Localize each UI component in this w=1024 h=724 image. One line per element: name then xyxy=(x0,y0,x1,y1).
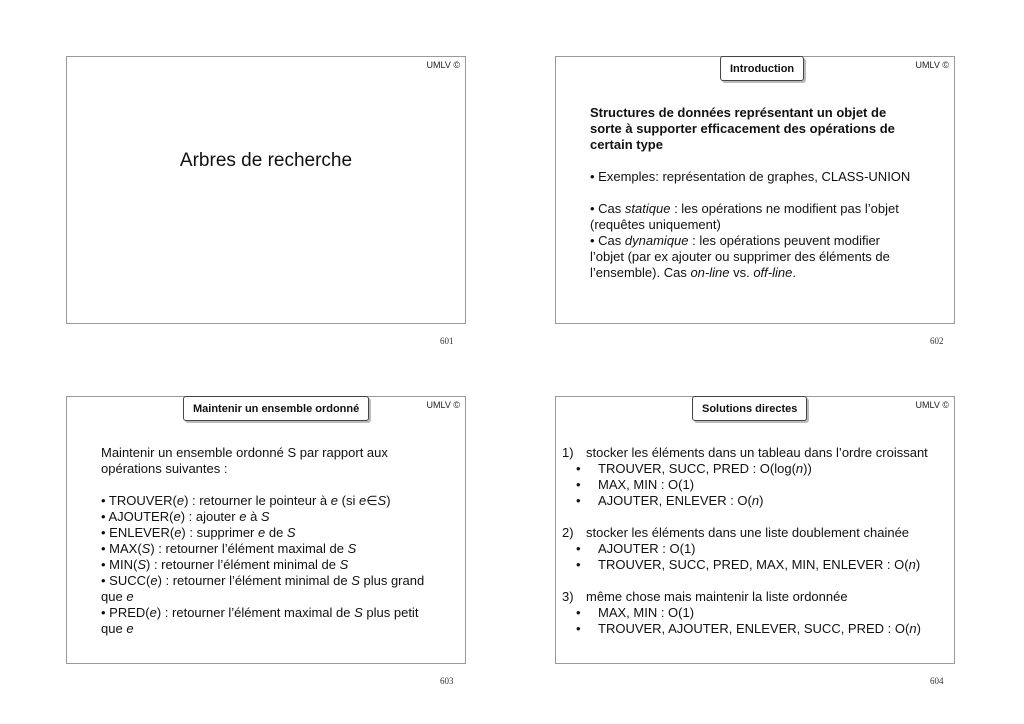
intro-line: Maintenir un ensemble ordonné S par rapport aux xyxy=(101,445,388,460)
page-number: 603 xyxy=(440,676,454,686)
slide-body xyxy=(101,445,424,637)
page-number: 601 xyxy=(440,336,454,346)
solution-1: 1) stocker les éléments dans un tableau dans l’ordre croissant xyxy=(562,445,928,460)
op-min: • MIN(S) : retourner l’élément minimal de S xyxy=(101,557,349,572)
slide-title: Arbres de recherche xyxy=(179,150,353,171)
solution-1-bullet: • TROUVER, SUCC, PRED : O(log(n)) xyxy=(576,461,812,476)
dynamic-line: • Cas dynamique : les opérations peuvent modifier xyxy=(590,233,881,248)
solution-3-bullet: • MAX, MIN : O(1) xyxy=(576,605,695,620)
umlv-copyright: UMLV © xyxy=(426,60,460,70)
umlv-copyright: UMLV © xyxy=(426,400,460,410)
umlv-copyright: UMLV © xyxy=(915,400,949,410)
op-succ-2: que e xyxy=(101,589,134,604)
page-number: 604 xyxy=(930,676,944,686)
dynamic-line-2: l’objet (par ex ajouter ou supprimer des éléments de xyxy=(590,249,890,264)
heading-line: Structures de données représentant un objet de xyxy=(590,105,887,120)
solution-2-bullet: • AJOUTER : O(1) xyxy=(576,541,696,556)
solution-3: 3) même chose mais maintenir la liste ordonnée xyxy=(562,589,848,604)
op-pred-2: que e xyxy=(101,621,134,636)
intro-line: opérations suivantes : xyxy=(101,461,228,476)
solution-3-bullet: • TROUVER, AJOUTER, ENLEVER, SUCC, PRED : O(n) xyxy=(576,621,921,636)
heading-line: certain type xyxy=(590,137,663,152)
slide-title-box: Introduction xyxy=(720,56,804,81)
slide-602 xyxy=(555,56,955,324)
dynamic-line-3: l’ensemble). Cas on-line vs. off-line. xyxy=(590,265,796,280)
slide-604 xyxy=(555,396,955,664)
heading-line: sorte à supporter efficacement des opérations de xyxy=(590,121,895,136)
umlv-copyright: UMLV © xyxy=(915,60,949,70)
slide-601 xyxy=(66,56,466,324)
op-enlever: • ENLEVER(e) : supprimer e de S xyxy=(101,525,296,540)
slide-title-box: Maintenir un ensemble ordonné xyxy=(183,396,369,421)
solution-2-bullet: • TROUVER, SUCC, PRED, MAX, MIN, ENLEVER : O(n) xyxy=(576,557,921,572)
op-max: • MAX(S) : retourner l’élément maximal de S xyxy=(101,541,357,556)
op-trouver: • TROUVER(e) : retourner le pointeur à e (si e∈S) xyxy=(101,493,391,508)
static-line: • Cas statique : les opérations ne modifient pas l’objet xyxy=(590,201,899,216)
slide-body xyxy=(590,105,910,281)
solution-2: 2) stocker les éléments dans une liste doublement chainée xyxy=(562,525,910,540)
slide-603 xyxy=(66,396,466,664)
op-succ: • SUCC(e) : retourner l’élément minimal de S plus grand xyxy=(101,573,425,588)
solution-1-bullet: • MAX, MIN : O(1) xyxy=(576,477,695,492)
op-ajouter: • AJOUTER(e) : ajouter e à S xyxy=(101,509,270,524)
slide-body xyxy=(562,445,928,637)
op-pred: • PRED(e) : retourner l’élément maximal de S plus petit xyxy=(101,605,419,620)
static-line-2: (requêtes uniquement) xyxy=(590,217,721,232)
slide-title-box: Solutions directes xyxy=(692,396,807,421)
examples-line: • Exemples: représentation de graphes, CLASS-UNION xyxy=(590,169,911,184)
page-number: 602 xyxy=(930,336,944,346)
solution-1-bullet: • AJOUTER, ENLEVER : O(n) xyxy=(576,493,764,508)
